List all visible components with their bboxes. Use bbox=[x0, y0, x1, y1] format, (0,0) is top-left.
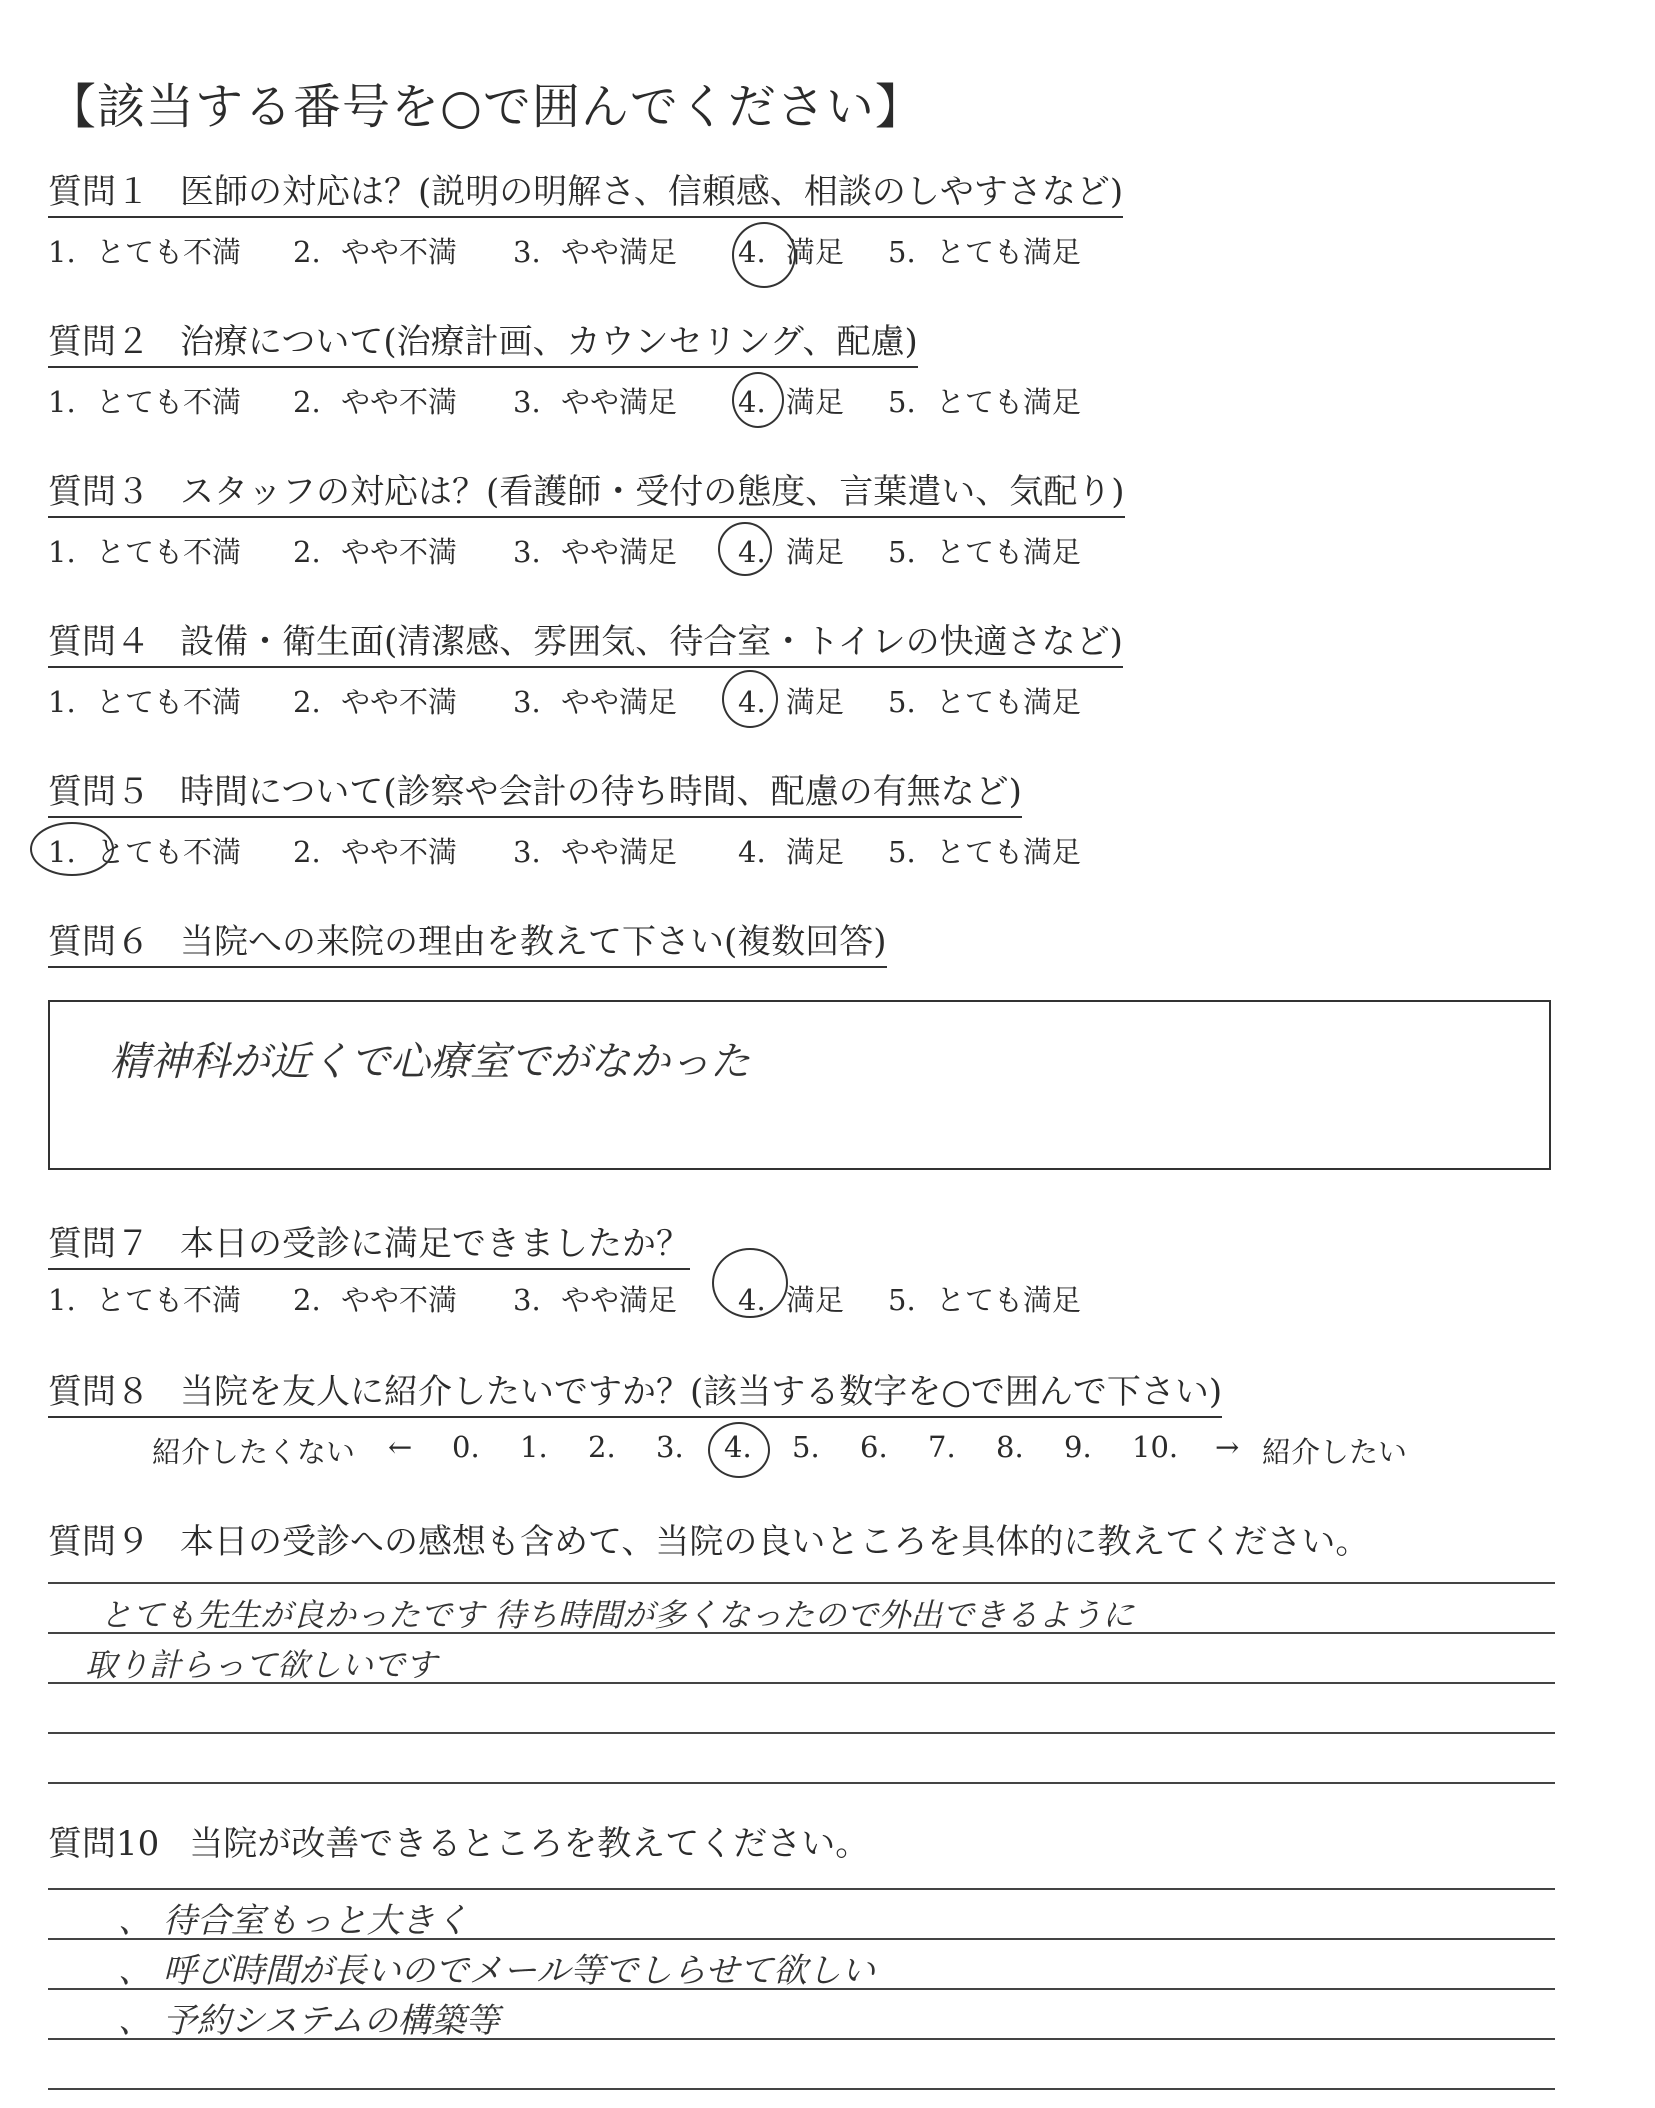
selection-circle bbox=[732, 372, 784, 428]
scale-option-1[interactable]: 1. bbox=[520, 1430, 548, 1464]
right-arrow-icon: → bbox=[1215, 1430, 1240, 1464]
question-number: 質問７ bbox=[48, 1224, 150, 1264]
option-2[interactable]: 2. やや不満 bbox=[293, 685, 458, 719]
question-3-title bbox=[48, 470, 1125, 518]
option-3[interactable]: 3. やや満足 bbox=[513, 835, 678, 869]
option-4[interactable]: 4. 満足 bbox=[738, 235, 845, 269]
option-3[interactable]: 3. やや満足 bbox=[513, 685, 678, 719]
question-text: 本日の受診への感想も含めて、当院の良いところを具体的に教えてください。 bbox=[180, 1522, 1370, 1562]
question-number: 質問５ bbox=[48, 772, 150, 812]
left-arrow-icon: ← bbox=[388, 1430, 413, 1464]
question-text: 当院への来院の理由を教えて下さい(複数回答) bbox=[180, 922, 887, 962]
option-2[interactable]: 2. やや不満 bbox=[293, 1283, 458, 1317]
question-7-title bbox=[48, 1222, 690, 1270]
question-text: スタッフの対応は？(看護師・受付の態度、言葉遣い、気配り) bbox=[180, 472, 1125, 512]
option-5[interactable]: 5. とても満足 bbox=[888, 385, 1082, 419]
question-text: 時間について(診察や会計の待ち時間、配慮の有無など) bbox=[180, 772, 1022, 812]
option-3[interactable]: 3. やや満足 bbox=[513, 235, 678, 269]
option-5[interactable]: 5. とても満足 bbox=[888, 1283, 1082, 1317]
answer-line bbox=[48, 1732, 1555, 1734]
scale-option-0[interactable]: 0. bbox=[452, 1430, 480, 1464]
q9-handwritten-line-2: 取り計らって欲しいです bbox=[85, 1646, 438, 1684]
option-2[interactable]: 2. やや不満 bbox=[293, 535, 458, 569]
option-4[interactable]: 4. 満足 bbox=[738, 385, 845, 419]
scale-option-9[interactable]: 9. bbox=[1064, 1430, 1092, 1464]
selection-circle bbox=[712, 1248, 788, 1318]
option-1[interactable]: 1. とても不満 bbox=[48, 685, 242, 719]
selection-circle bbox=[732, 222, 796, 288]
answer-line bbox=[48, 1782, 1555, 1784]
q9-handwritten-line-1: とても先生が良かったです 待ち時間が多くなったので外出できるように bbox=[100, 1596, 1135, 1634]
answer-line bbox=[48, 1582, 1555, 1584]
option-3[interactable]: 3. やや満足 bbox=[513, 535, 678, 569]
selection-circle bbox=[30, 822, 114, 876]
scale-right-label: 紹介したい bbox=[1262, 1435, 1408, 1469]
question-number: 質問２ bbox=[48, 322, 150, 362]
option-4[interactable]: 4. 満足 bbox=[738, 685, 845, 719]
scale-option-6[interactable]: 6. bbox=[860, 1430, 888, 1464]
q10-handwritten-line-2: 、 呼び時間が長いのでメール等でしらせて欲しい bbox=[118, 1951, 876, 1991]
q10-handwritten-line-1: 、 待合室もっと大きく bbox=[118, 1901, 469, 1941]
answer-line bbox=[48, 2088, 1555, 2090]
scale-option-2[interactable]: 2. bbox=[588, 1430, 616, 1464]
option-4[interactable]: 4. 満足 bbox=[738, 835, 845, 869]
option-2[interactable]: 2. やや不満 bbox=[293, 235, 458, 269]
question-text: 設備・衛生面(清潔感、雰囲気、待合室・トイレの快適さなど) bbox=[180, 622, 1123, 662]
question-number: 質問４ bbox=[48, 622, 150, 662]
option-2[interactable]: 2. やや不満 bbox=[293, 385, 458, 419]
question-number: 質問９ bbox=[48, 1522, 150, 1562]
option-1[interactable]: 1. とても不満 bbox=[48, 1283, 242, 1317]
scale-option-4[interactable]: 4. bbox=[724, 1430, 752, 1464]
scale-option-10[interactable]: 10. bbox=[1132, 1430, 1179, 1464]
selection-circle bbox=[722, 670, 778, 728]
option-4[interactable]: 4. 満足 bbox=[738, 1283, 845, 1317]
question-8-title bbox=[48, 1370, 1222, 1418]
scale-option-8[interactable]: 8. bbox=[996, 1430, 1024, 1464]
question-5-title bbox=[48, 770, 1022, 818]
question-number: 質問６ bbox=[48, 922, 150, 962]
option-5[interactable]: 5. とても満足 bbox=[888, 835, 1082, 869]
question-9-title bbox=[48, 1520, 1369, 1566]
option-3[interactable]: 3. やや満足 bbox=[513, 385, 678, 419]
scale-option-5[interactable]: 5. bbox=[792, 1430, 820, 1464]
q8-recommend-scale bbox=[0, 1430, 1655, 1470]
option-3[interactable]: 3. やや満足 bbox=[513, 1283, 678, 1317]
page-title: 【該当する番号を○で囲んでください】 bbox=[48, 79, 924, 135]
question-number: 質問10 bbox=[48, 1824, 160, 1864]
option-5[interactable]: 5. とても満足 bbox=[888, 235, 1082, 269]
option-5[interactable]: 5. とても満足 bbox=[888, 535, 1082, 569]
scale-option-7[interactable]: 7. bbox=[928, 1430, 956, 1464]
option-1[interactable]: 1. とても不満 bbox=[48, 235, 242, 269]
question-3-options bbox=[48, 530, 1248, 570]
option-1[interactable]: 1. とても不満 bbox=[48, 835, 242, 869]
option-2[interactable]: 2. やや不満 bbox=[293, 835, 458, 869]
question-4-title bbox=[48, 620, 1123, 668]
option-4[interactable]: 4. 満足 bbox=[738, 535, 845, 569]
question-text: 当院を友人に紹介したいですか？(該当する数字を○で囲んで下さい) bbox=[180, 1372, 1223, 1412]
question-1-title bbox=[48, 170, 1123, 218]
q6-handwritten-answer: 精神科が近くで心療室でがなかった bbox=[110, 1039, 750, 1085]
question-2-title bbox=[48, 320, 918, 368]
question-4-options bbox=[48, 680, 1248, 720]
scale-left-label: 紹介したくない bbox=[152, 1435, 356, 1469]
scale-option-3[interactable]: 3. bbox=[656, 1430, 684, 1464]
option-1[interactable]: 1. とても不満 bbox=[48, 535, 242, 569]
question-7-options bbox=[48, 1278, 1248, 1318]
question-5-options bbox=[48, 830, 1248, 870]
question-6-title bbox=[48, 920, 887, 968]
question-10-title bbox=[48, 1822, 869, 1868]
question-number: 質問８ bbox=[48, 1372, 150, 1412]
question-text: 治療について(治療計画、カウンセリング、配慮) bbox=[180, 322, 918, 362]
option-5[interactable]: 5. とても満足 bbox=[888, 685, 1082, 719]
question-text: 当院が改善できるところを教えてください。 bbox=[189, 1824, 870, 1864]
question-1-options bbox=[48, 230, 1248, 270]
question-2-options bbox=[48, 380, 1248, 420]
question-number: 質問１ bbox=[48, 172, 150, 212]
question-number: 質問３ bbox=[48, 472, 150, 512]
answer-line bbox=[48, 1888, 1555, 1890]
selection-circle bbox=[718, 522, 772, 576]
selection-circle bbox=[708, 1422, 770, 1478]
question-text: 医師の対応は？(説明の明解さ、信頼感、相談のしやすさなど) bbox=[180, 172, 1124, 212]
q10-handwritten-line-3: 、 予約システムの構築等 bbox=[118, 2001, 500, 2041]
question-text: 本日の受診に満足できましたか？ bbox=[180, 1224, 690, 1264]
option-1[interactable]: 1. とても不満 bbox=[48, 385, 242, 419]
